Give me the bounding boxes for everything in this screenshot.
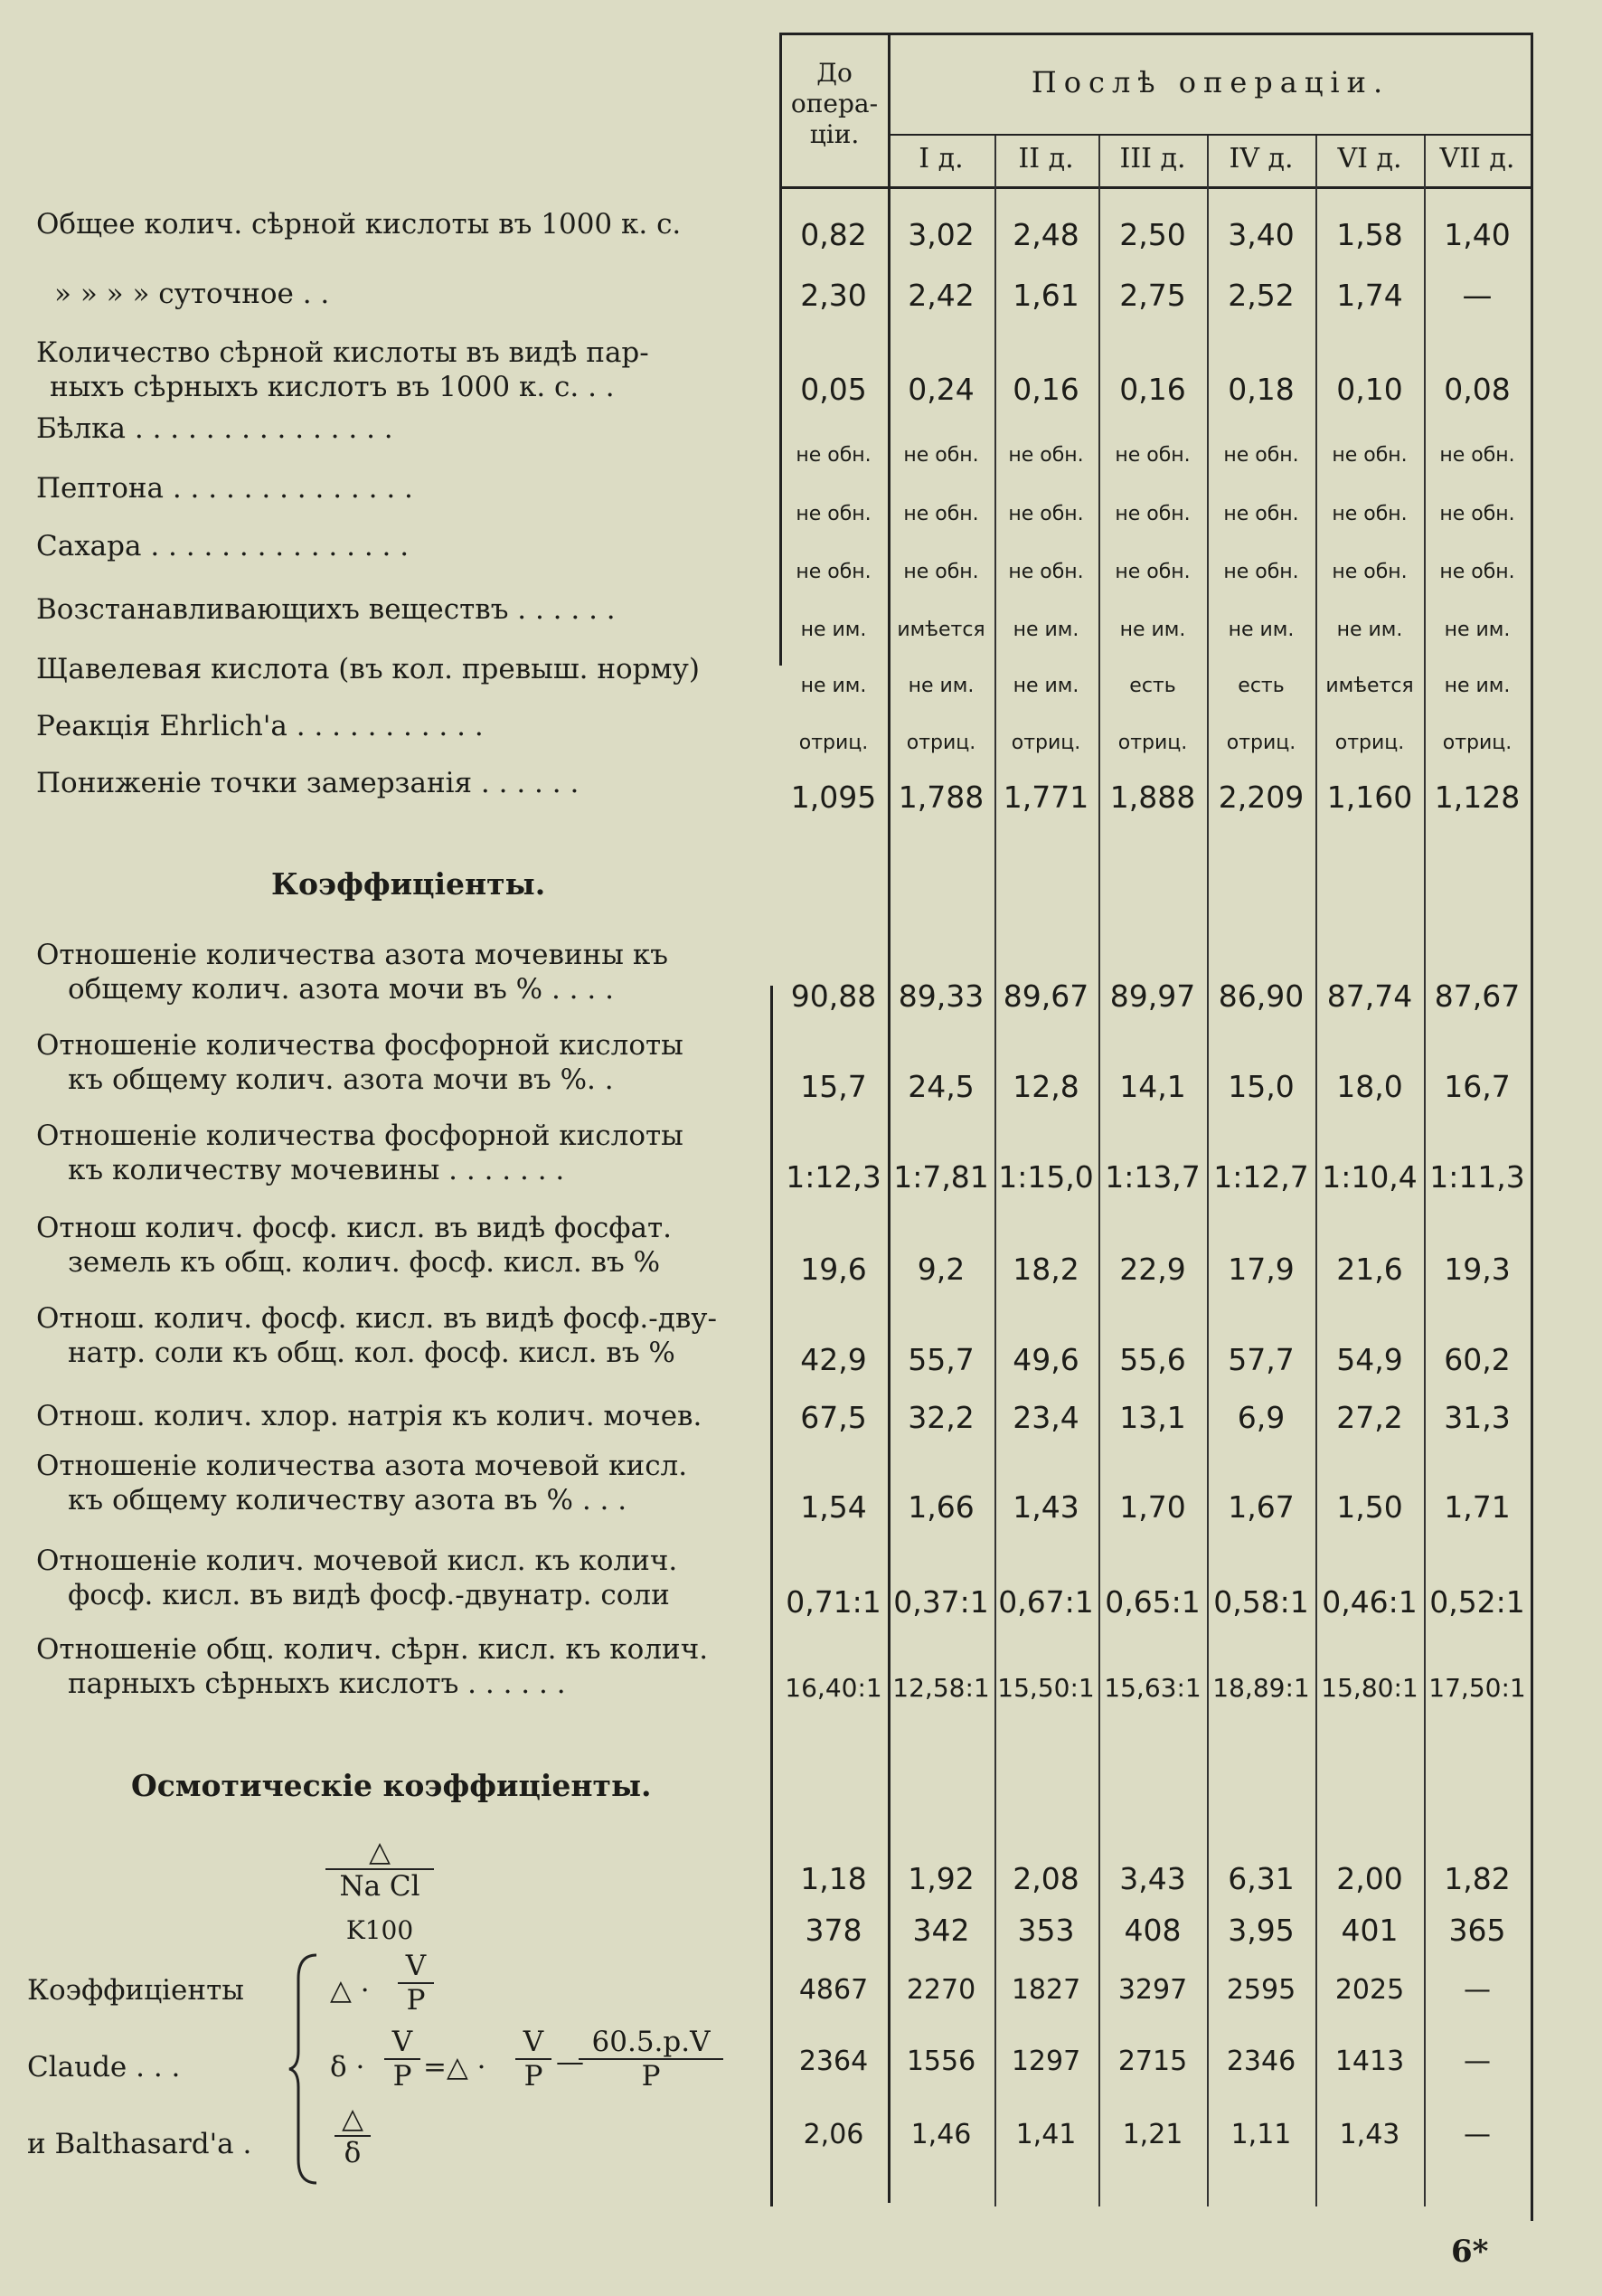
osm-f1-cell: 1827 (1011, 1974, 1081, 2006)
subheader-rule (891, 134, 1532, 136)
osm-delta-nacl-cell: 1,82 (1444, 1861, 1511, 1896)
row-value-cell: не обн. (1008, 503, 1084, 525)
coef-value-cell: 0,46:1 (1322, 1584, 1418, 1620)
coef-value-cell: 90,88 (790, 978, 877, 1014)
row-value-cell: не обн. (1115, 444, 1191, 467)
coef-value-cell: 17,50:1 (1428, 1673, 1526, 1703)
coef-value-cell: 19,3 (1444, 1252, 1511, 1287)
coef-value-cell: 15,50:1 (997, 1673, 1095, 1703)
coef-value-cell: 24,5 (908, 1069, 975, 1104)
row-value-cell: 3,40 (1228, 217, 1295, 252)
row-value-cell: не обн. (1439, 444, 1515, 467)
header-day: IV д. (1229, 143, 1294, 175)
row-value-cell: не им. (1119, 619, 1186, 641)
table-top-rule (782, 33, 1532, 35)
row-value-cell: 2,48 (1013, 217, 1079, 252)
row-value-cell: не им. (1444, 619, 1511, 641)
coef-label-line1: Отнош. колич. хлор. натрія къ колич. мочев. (36, 1400, 702, 1432)
coef-value-cell: 15,7 (800, 1069, 867, 1104)
osm-k100-cell: 408 (1124, 1913, 1182, 1948)
row-value-cell: не обн. (903, 503, 979, 525)
coef-value-cell: 14,1 (1119, 1069, 1186, 1104)
coef-value-cell: 15,63:1 (1104, 1673, 1202, 1703)
header-bottom-rule (782, 186, 1532, 189)
header-after-operation: Послѣ операціи. (1031, 65, 1390, 99)
coef-value-cell: 67,5 (800, 1400, 867, 1435)
header-day: II д. (1018, 143, 1074, 175)
coef-value-cell: 0,65:1 (1105, 1584, 1201, 1620)
osm-f3-cell: 2,06 (803, 2119, 864, 2150)
row-value-cell: не им. (800, 619, 867, 641)
row-value-cell: есть (1238, 675, 1285, 697)
row-value-cell: отриц. (798, 732, 869, 754)
coef-label-line1: Отнош. колич. фосф. кисл. въ видѣ фосф.-дву- (36, 1302, 717, 1335)
row-value-cell: 0,16 (1119, 372, 1186, 407)
coef-value-cell: 18,2 (1013, 1252, 1079, 1287)
coef-value-cell: 0,52:1 (1429, 1584, 1525, 1620)
k100-label: K100 (345, 1915, 414, 1945)
osm-f2-cell: — (1464, 2046, 1491, 2077)
coef-label-line2: парныхъ сѣрныхъ кислотъ . . . . . . (68, 1668, 566, 1700)
coef-value-cell: 1,67 (1228, 1489, 1295, 1525)
coef-label-line1: Отношеніе количества азота мочевой кисл. (36, 1450, 688, 1482)
coef-value-cell: 1:7,81 (893, 1159, 989, 1195)
row-value-cell: не им. (1228, 619, 1295, 641)
row-value-cell: отриц. (1011, 732, 1081, 754)
osmotic-title: Осмотическіе коэффиціенты. (131, 1768, 652, 1803)
coef-value-cell: 16,7 (1444, 1069, 1511, 1104)
osm-f1-cell: — (1464, 1974, 1491, 2006)
f2-minus: — (556, 2046, 584, 2078)
f2-den3: P (579, 2058, 723, 2093)
osm-f2-cell: 2346 (1226, 2046, 1296, 2077)
f2-den2: P (515, 2058, 551, 2093)
f1-num: V (405, 1950, 427, 1982)
row-value-cell: не обн. (1223, 561, 1299, 583)
row-value-cell: не обн. (1115, 561, 1191, 583)
osm-k100-cell: 401 (1341, 1913, 1399, 1948)
row-value-cell: 1,74 (1336, 278, 1403, 313)
coef-label-line1: Отношеніе количества фосфорной кислоты (36, 1120, 683, 1152)
coef-value-cell: 6,9 (1237, 1400, 1286, 1435)
row-value-cell: не им. (1013, 675, 1079, 697)
row-value-cell: 0,18 (1228, 372, 1295, 407)
row-value-cell: 1,160 (1326, 780, 1413, 815)
row-label: Пониженіе точки замерзанія . . . . . . (36, 767, 580, 799)
coef-label-line1: Отношеніе количества азота мочевины къ (36, 939, 668, 971)
row-value-cell: 1,095 (790, 780, 877, 815)
f2-den: P (384, 2058, 420, 2093)
table-right-rule (1531, 33, 1533, 2221)
coef-value-cell: 89,67 (1003, 978, 1089, 1014)
nacl-denominator: Na Cl (325, 1868, 434, 1903)
osm-f3-cell: — (1464, 2119, 1491, 2150)
osm-f2-cell: 2715 (1117, 2046, 1188, 2077)
osm-f3-cell: 1,41 (1015, 2119, 1077, 2150)
f1-delta: △ · (330, 1974, 370, 2007)
row-value-cell: 1,788 (898, 780, 985, 815)
row-value-cell: 1,771 (1003, 780, 1089, 815)
osm-f1-cell: 3297 (1117, 1974, 1188, 2006)
coefficients-title: Коэффиціенты. (271, 866, 546, 902)
coef-label-line2: земель къ общ. колич. фосф. кисл. въ % (68, 1246, 661, 1279)
coef-value-cell: 0,71:1 (786, 1584, 881, 1620)
row-value-cell: не им. (1444, 675, 1511, 697)
osm-delta-nacl-cell: 2,08 (1013, 1861, 1079, 1896)
row-value-cell: есть (1129, 675, 1176, 697)
coef-value-cell: 31,3 (1444, 1400, 1511, 1435)
row-value-cell: 1,61 (1013, 278, 1079, 313)
row-value-cell: 2,30 (800, 278, 867, 313)
coef-value-cell: 9,2 (917, 1252, 966, 1287)
osm-delta-nacl-cell: 6,31 (1228, 1861, 1295, 1896)
delta-symbol: △ (369, 1836, 391, 1868)
row-value-cell: не им. (908, 675, 975, 697)
row-value-cell: не обн. (1008, 444, 1084, 467)
row-value-cell: не обн. (1439, 561, 1515, 583)
coef-value-cell: 1,54 (800, 1489, 867, 1525)
coef-value-cell: 1,66 (908, 1489, 975, 1525)
row-value-cell: не обн. (796, 503, 872, 525)
row-value-cell: не обн. (1115, 503, 1191, 525)
coef-value-cell: 13,1 (1119, 1400, 1186, 1435)
coef-value-cell: 55,7 (908, 1342, 975, 1377)
row-value-cell: отриц. (906, 732, 976, 754)
row-value-cell: имѣется (897, 619, 985, 641)
row-value-cell: не обн. (1223, 444, 1299, 467)
coef-value-cell: 1:11,3 (1429, 1159, 1525, 1195)
coef-value-cell: 32,2 (908, 1400, 975, 1435)
coef-value-cell: 16,40:1 (785, 1673, 882, 1703)
row-label: Щавелевая кислота (въ кол. превыш. норму) (36, 653, 700, 685)
coef-value-cell: 1,70 (1119, 1489, 1186, 1525)
coef-value-cell: 49,6 (1013, 1342, 1079, 1377)
row-value-cell: 1,58 (1336, 217, 1403, 252)
osm-k100-cell: 342 (912, 1913, 970, 1948)
coef-value-cell: 1:10,4 (1322, 1159, 1418, 1195)
coef-label-line2: общему колич. азота мочи въ % . . . . (68, 973, 614, 1006)
osm-f1-cell: 2270 (906, 1974, 976, 2006)
row-label: Бѣлка . . . . . . . . . . . . . . . (36, 412, 393, 445)
coef-label-line1: Отнош колич. фосф. кисл. въ видѣ фосфат. (36, 1212, 673, 1244)
coef-value-cell: 54,9 (1336, 1342, 1403, 1377)
coef-value-cell: 87,74 (1326, 978, 1413, 1014)
osm-f3-cell: 1,46 (910, 2119, 972, 2150)
osm-f1-cell: 2025 (1334, 1974, 1405, 2006)
osm-f3-cell: 1,11 (1230, 2119, 1292, 2150)
claude-label-1: Коэффиціенты (27, 1974, 244, 2007)
osm-f2-cell: 1413 (1334, 2046, 1405, 2077)
coef-value-cell: 23,4 (1013, 1400, 1079, 1435)
coef-value-cell: 60,2 (1444, 1342, 1511, 1377)
osm-delta-nacl-cell: 3,43 (1119, 1861, 1186, 1896)
osm-k100-cell: 365 (1448, 1913, 1506, 1948)
row-label: Возстанавливающихъ веществъ . . . . . . (36, 593, 616, 626)
coef-value-cell: 18,0 (1336, 1069, 1403, 1104)
coef-value-cell: 57,7 (1228, 1342, 1295, 1377)
osm-f1-cell: 4867 (798, 1974, 869, 2006)
row-value-cell: не обн. (903, 561, 979, 583)
coef-value-cell: 1,71 (1444, 1489, 1511, 1525)
osm-delta-nacl-cell: 1,18 (800, 1861, 867, 1896)
row-value-cell: 0,08 (1444, 372, 1511, 407)
row-value-cell: не им. (800, 675, 867, 697)
row-value-cell: отриц. (1442, 732, 1512, 754)
osm-f3-cell: 1,43 (1339, 2119, 1400, 2150)
row-value-cell: 0,05 (800, 372, 867, 407)
row-value-cell: не им. (1336, 619, 1403, 641)
coef-value-cell: 0,67:1 (998, 1584, 1094, 1620)
osm-delta-nacl-cell: 2,00 (1336, 1861, 1403, 1896)
row-value-cell: не обн. (796, 561, 872, 583)
coef-value-cell: 18,89:1 (1212, 1673, 1310, 1703)
f3-num: △ (342, 2102, 363, 2135)
row-value-cell: 0,10 (1336, 372, 1403, 407)
row-value-cell: отриц. (1117, 732, 1188, 754)
coef-value-cell: 19,6 (800, 1252, 867, 1287)
coef-value-cell: 21,6 (1336, 1252, 1403, 1287)
coef-label-line2: къ общему колич. азота мочи въ %. . (68, 1063, 614, 1096)
f2-eq: =△ · (423, 2051, 486, 2083)
row-value-cell: — (1462, 278, 1493, 313)
row-value-cell: не обн. (1439, 503, 1515, 525)
coef-value-cell: 0,37:1 (893, 1584, 989, 1620)
coef-label-line1: Отношеніе колич. мочевой кисл. къ колич. (36, 1545, 678, 1577)
row-value-cell: не обн. (903, 444, 979, 467)
row-value-cell: 2,75 (1119, 278, 1186, 313)
coef-value-cell: 12,8 (1013, 1069, 1079, 1104)
row-value-cell: не обн. (1223, 503, 1299, 525)
row-value-cell: 1,40 (1444, 217, 1511, 252)
row-value-cell: 2,50 (1119, 217, 1186, 252)
coef-value-cell: 27,2 (1336, 1400, 1403, 1435)
row-value-cell: 1,128 (1434, 780, 1521, 815)
claude-label-3: и Balthasard'a . (27, 2128, 252, 2160)
header-day: I д. (919, 143, 964, 175)
row-label-line1: Количество сѣрной кислоты въ видѣ пар- (36, 336, 649, 369)
f2-num: V (391, 2026, 413, 2058)
osm-k100-cell: 353 (1017, 1913, 1075, 1948)
row-label: Реакція Ehrlich'a . . . . . . . . . . . (36, 710, 484, 742)
osm-f2-cell: 1297 (1011, 2046, 1081, 2077)
row-value-cell: не им. (1013, 619, 1079, 641)
row-value-cell: не обн. (796, 444, 872, 467)
row-value-cell: 0,24 (908, 372, 975, 407)
f2-frac2 (515, 2026, 551, 2093)
row-value-cell: не обн. (1332, 444, 1408, 467)
row-value-cell: 2,42 (908, 278, 975, 313)
coef-label-line1: Отношеніе общ. колич. сѣрн. кисл. къ колич. (36, 1633, 709, 1666)
coef-value-cell: 15,80:1 (1321, 1673, 1418, 1703)
row-value-cell: не обн. (1008, 561, 1084, 583)
claude-label-2: Claude . . . (27, 2051, 181, 2083)
coef-value-cell: 15,0 (1228, 1069, 1295, 1104)
coef-value-cell: 87,67 (1434, 978, 1521, 1014)
row-value-cell: 3,02 (908, 217, 975, 252)
coef-value-cell: 17,9 (1228, 1252, 1295, 1287)
header-before-operation: До опера-ціи. (790, 58, 879, 149)
row-value-cell: отриц. (1334, 732, 1405, 754)
row-value-cell: 2,52 (1228, 278, 1295, 313)
coef-value-cell: 89,97 (1109, 978, 1196, 1014)
osm-k100-cell: 378 (805, 1913, 862, 1948)
row-label: Сахара . . . . . . . . . . . . . . . (36, 530, 410, 562)
row-label: Пептона . . . . . . . . . . . . . . (36, 472, 413, 505)
row-value-cell: 2,209 (1218, 780, 1305, 815)
delta-nacl-formula (325, 1836, 434, 1903)
row-value-cell: отриц. (1226, 732, 1296, 754)
coef-value-cell: 1:15,0 (998, 1159, 1094, 1195)
f2-pre: δ · (330, 2051, 365, 2083)
coef-value-cell: 1:13,7 (1105, 1159, 1201, 1195)
f3-den: δ (335, 2135, 371, 2169)
row-value-cell: 1,888 (1109, 780, 1196, 815)
coef-value-cell: 1:12,7 (1213, 1159, 1309, 1195)
coef-label-line2: фосф. кисл. въ видѣ фосф.-двунатр. соли (68, 1579, 670, 1611)
osm-k100-cell: 3,95 (1228, 1913, 1295, 1948)
osm-f3-cell: 1,21 (1122, 2119, 1183, 2150)
row-value-cell: 0,16 (1013, 372, 1079, 407)
coef-value-cell: 1:12,3 (786, 1159, 881, 1195)
row-label-line2: ныхъ сѣрныхъ кислотъ въ 1000 к. с. . . (50, 371, 615, 403)
f2-num2: V (523, 2026, 544, 2058)
header-day: VI д. (1337, 143, 1402, 175)
coef-label-line2: къ общему количеству азота въ % . . . (68, 1484, 627, 1516)
row-label: Общее колич. сѣрной кислоты въ 1000 к. с. (36, 208, 682, 241)
f2-num3: 60.5.p.V (591, 2026, 711, 2058)
osm-delta-nacl-cell: 1,92 (908, 1861, 975, 1896)
coef-value-cell: 86,90 (1218, 978, 1305, 1014)
coef-value-cell: 0,58:1 (1213, 1584, 1309, 1620)
osm-f1-cell: 2595 (1226, 1974, 1296, 2006)
f1-den: P (398, 1982, 434, 2017)
row-value-cell: не обн. (1332, 503, 1408, 525)
f3-fraction (335, 2102, 371, 2169)
f2-frac1 (384, 2026, 420, 2093)
brace-icon (287, 1951, 324, 2187)
coef-value-cell: 42,9 (800, 1342, 867, 1377)
coef-value-cell: 1,50 (1336, 1489, 1403, 1525)
f1-fraction (398, 1950, 434, 2017)
header-day: VII д. (1439, 143, 1515, 175)
osm-f2-cell: 2364 (798, 2046, 869, 2077)
header-day: III д. (1119, 143, 1186, 175)
coef-value-cell: 22,9 (1119, 1252, 1186, 1287)
coef-value-cell: 1,43 (1013, 1489, 1079, 1525)
f2-frac3 (579, 2026, 723, 2093)
row-value-cell: имѣется (1325, 675, 1414, 697)
coef-label-line2: натр. соли къ общ. кол. фосф. кисл. въ % (68, 1337, 675, 1369)
row-label: » » » » суточное . . (54, 278, 330, 310)
osm-f2-cell: 1556 (906, 2046, 976, 2077)
coef-value-cell: 12,58:1 (892, 1673, 990, 1703)
row-value-cell: не обн. (1332, 561, 1408, 583)
page-number: 6* (1451, 2234, 1489, 2270)
coef-value-cell: 55,6 (1119, 1342, 1186, 1377)
coef-value-cell: 89,33 (898, 978, 985, 1014)
row-value-cell: 0,82 (800, 217, 867, 252)
coef-label-line2: къ количеству мочевины . . . . . . . (68, 1154, 565, 1186)
coef-label-line1: Отношеніе количества фосфорной кислоты (36, 1029, 683, 1062)
